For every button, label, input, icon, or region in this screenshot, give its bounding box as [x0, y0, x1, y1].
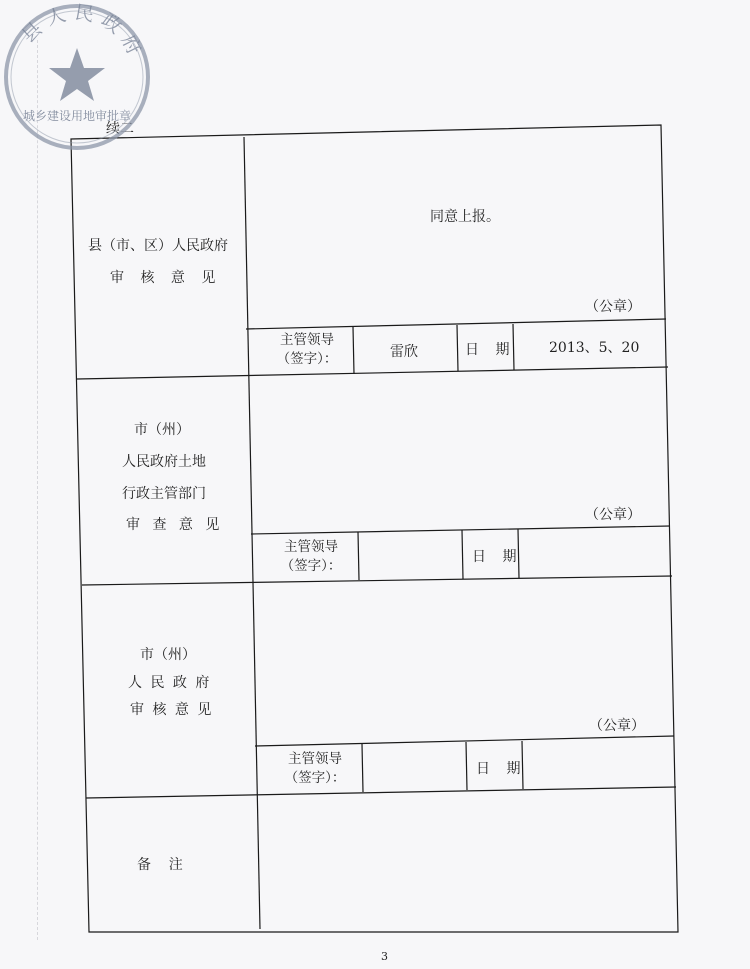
sign-2-col-a	[358, 532, 359, 580]
remarks-label: 备 注	[137, 857, 183, 873]
sign-label-line-2: （签字）：	[284, 770, 346, 786]
sign-1-col-a	[353, 327, 354, 374]
seal-star-icon	[49, 48, 105, 101]
section-2-label-line-4: 审 查 意 见	[126, 517, 224, 533]
svg-text:县人民政府	[18, 1, 149, 64]
sign-2-col-b	[462, 530, 463, 579]
row-divider-2	[82, 576, 672, 585]
page-number: 3	[381, 950, 388, 963]
section-2-label-line-2: 人民政府土地	[122, 454, 206, 470]
continuation-header: 续二	[106, 121, 134, 137]
row-divider-1	[77, 367, 668, 379]
sign-3-col-a	[362, 744, 363, 792]
section-1-opinion: 同意上报。	[430, 209, 500, 225]
sign-row-3-top	[255, 736, 674, 746]
sign-label-line-2: （签字）：	[276, 351, 338, 367]
sign-label-line-1: 主管领导	[284, 539, 338, 555]
sign-label-line-1: 主管领导	[280, 332, 334, 348]
section-1-date-label: 日 期	[465, 342, 516, 358]
section-1-label-line-2: 审 核 意 见	[110, 270, 222, 286]
section-1-seal-note: （公章）	[585, 299, 641, 315]
label-column-divider	[244, 137, 260, 929]
section-2-label-line-1: 市（州）	[134, 422, 190, 438]
section-1-sign-label	[262, 331, 352, 369]
sign-3-col-b	[466, 742, 467, 790]
section-3-label-line-1: 市（州）	[140, 647, 196, 663]
section-3-sign-label	[270, 750, 360, 788]
section-3-seal-note: （公章）	[589, 718, 645, 734]
section-3-label-line-2: 人 民 政 府	[128, 675, 212, 691]
sign-row-2-top	[251, 526, 670, 534]
section-1-date-value: 2013、5、20	[549, 340, 640, 356]
section-3-label-line-3: 审 核 意 见	[130, 702, 214, 718]
section-2-sign-label	[266, 538, 356, 576]
sign-1-col-b	[457, 325, 458, 371]
section-1-label-line-1: 县（市、区）人民政府	[88, 238, 228, 254]
section-2-seal-note: （公章）	[585, 507, 641, 523]
section-1-signer-name: 雷欣	[390, 344, 418, 360]
section-2-label-line-3: 行政主管部门	[122, 486, 206, 502]
seal-ring-text: 县人民政府	[17, 1, 149, 65]
section-3-date-label: 日 期	[476, 761, 527, 777]
row-divider-3	[86, 787, 676, 798]
sign-row-1-top	[246, 319, 666, 329]
sign-label-line-1: 主管领导	[288, 751, 342, 767]
section-2-date-label: 日 期	[472, 549, 523, 565]
sign-label-line-2: （签字）：	[280, 558, 342, 574]
official-seal	[0, 0, 154, 154]
seal-inner-text: 城乡建设用地审批章	[22, 109, 132, 123]
